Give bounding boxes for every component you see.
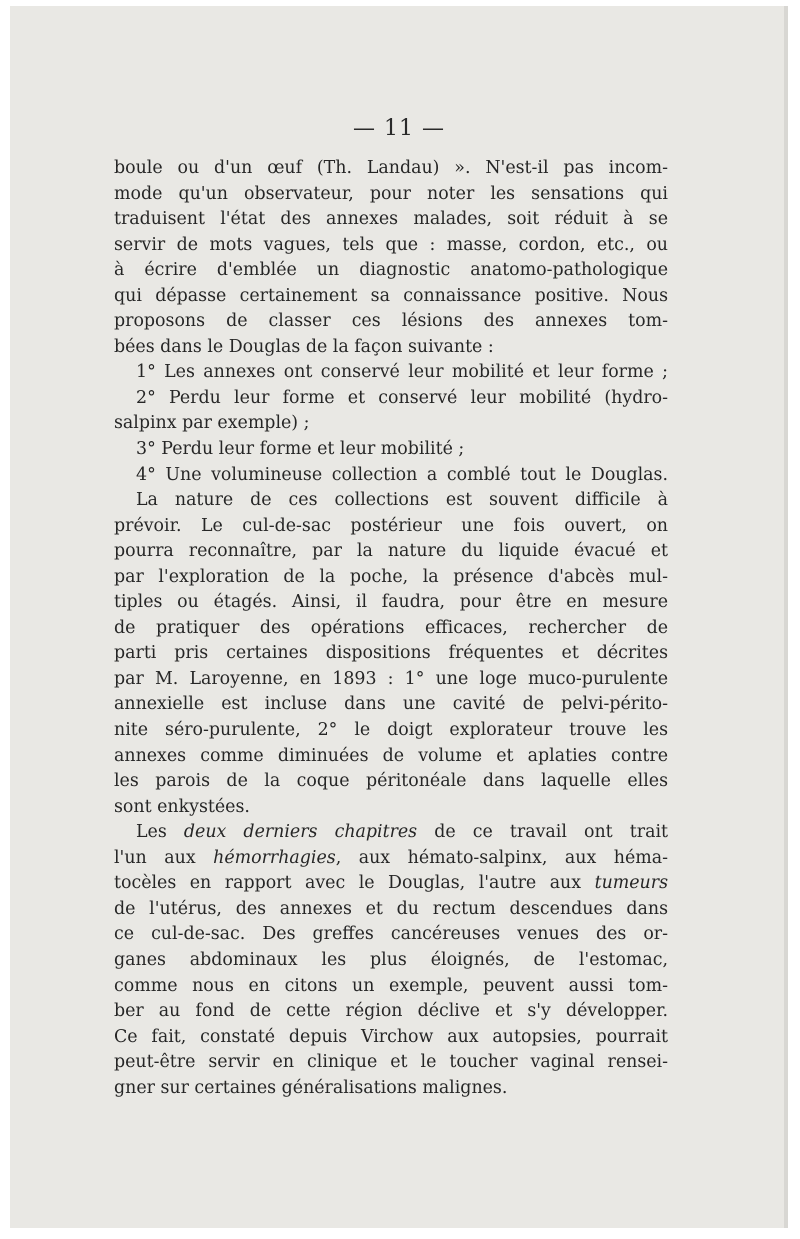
list-item: 4° Une volumineuse collection a comblé tout le Douglas. bbox=[136, 464, 668, 485]
text-line: comme nous en citons un exemple, peuvent aussi tom- bbox=[114, 975, 668, 996]
text-line: mode qu'un observateur, pour noter les sensations qui bbox=[114, 183, 668, 204]
italic-phrase: hémorrhagies bbox=[213, 847, 336, 868]
text-line: gner sur certaines généralisations malignes. bbox=[114, 1077, 508, 1098]
text-line: nite séro-purulente, 2° le doigt explorateur trouve les bbox=[114, 720, 668, 741]
text-line: sont enkystées. bbox=[114, 796, 250, 817]
text-line: à écrire d'emblée un diagnostic anatomo-pathologique bbox=[114, 260, 668, 281]
italic-phrase: tumeurs bbox=[594, 873, 668, 894]
list-item: 2° Perdu leur forme et conservé leur mobilité (hydro- bbox=[136, 387, 668, 408]
text-line: bées dans le Douglas de la façon suivante : bbox=[114, 336, 494, 357]
text-line: ber au fond de cette région déclive et s'y développer. bbox=[114, 1001, 668, 1022]
text-line: ganes abdominaux les plus éloignés, de l'estomac, bbox=[114, 949, 668, 970]
text-line: ce cul-de-sac. Des greffes cancéreuses venues des or- bbox=[114, 924, 668, 945]
text-line: traduisent l'état des annexes malades, soit réduit à se bbox=[114, 209, 668, 230]
page-number: — 11 — bbox=[353, 116, 445, 141]
text-line: peut-être servir en clinique et le toucher vaginal rensei- bbox=[114, 1052, 668, 1073]
text-line: Ce fait, constaté depuis Virchow aux autopsies, pourrait bbox=[114, 1026, 668, 1047]
body-text bbox=[114, 156, 668, 1101]
text-line: tiples ou étagés. Ainsi, il faudra, pour être en mesure bbox=[114, 592, 668, 613]
text-line: pourra reconnaître, par la nature du liquide évacué et bbox=[114, 541, 668, 562]
text-line: boule ou d'un œuf (Th. Landau) ». N'est-il pas incom- bbox=[114, 158, 668, 178]
text-line: annexes comme diminuées de volume et aplaties contre bbox=[114, 745, 668, 766]
text-line: salpinx par exemple) ; bbox=[114, 413, 310, 434]
text-segment: Les bbox=[136, 822, 184, 843]
text-line: de l'utérus, des annexes et du rectum descendues dans bbox=[114, 898, 668, 919]
text-line: parti pris certaines dispositions fréquentes et décrites bbox=[114, 643, 668, 664]
text-line: par M. Laroyenne, en 1893 : 1° une loge muco-purulente bbox=[114, 668, 668, 689]
text-line bbox=[114, 846, 668, 872]
text-segment: l'un aux bbox=[114, 847, 214, 868]
text-segment: de ce travail ont trait bbox=[417, 822, 669, 843]
text-line: de pratiquer des opérations efficaces, rechercher de bbox=[114, 617, 668, 638]
text-line: les parois de la coque péritonéale dans laquelle elles bbox=[114, 771, 668, 792]
list-item: 1° Les annexes ont conservé leur mobilité et leur forme ; bbox=[136, 362, 668, 383]
text-line: servir de mots vagues, tels que : masse, cordon, etc., ou bbox=[114, 234, 668, 255]
text-line: La nature de ces collections est souvent difficile à bbox=[136, 490, 668, 511]
text-segment: , aux hémato-salpinx, aux héma- bbox=[335, 847, 668, 868]
text-line bbox=[114, 820, 668, 846]
book-page bbox=[10, 6, 788, 1228]
list-item: 3° Perdu leur forme et leur mobilité ; bbox=[136, 439, 465, 460]
text-line: prévoir. Le cul-de-sac postérieur une fois ouvert, on bbox=[114, 515, 668, 536]
text-segment: tocèles en rapport avec le Douglas, l'autre aux bbox=[114, 873, 595, 894]
text-line bbox=[114, 871, 668, 897]
text-line: qui dépasse certainement sa connaissance positive. Nous bbox=[114, 285, 668, 306]
text-line: annexielle est incluse dans une cavité de pelvi-périto- bbox=[114, 694, 668, 715]
italic-phrase: deux derniers chapitres bbox=[183, 822, 418, 843]
text-line: proposons de classer ces lésions des annexes tom- bbox=[114, 311, 668, 332]
text-line: par l'exploration de la poche, la présence d'abcès mul- bbox=[114, 566, 668, 587]
